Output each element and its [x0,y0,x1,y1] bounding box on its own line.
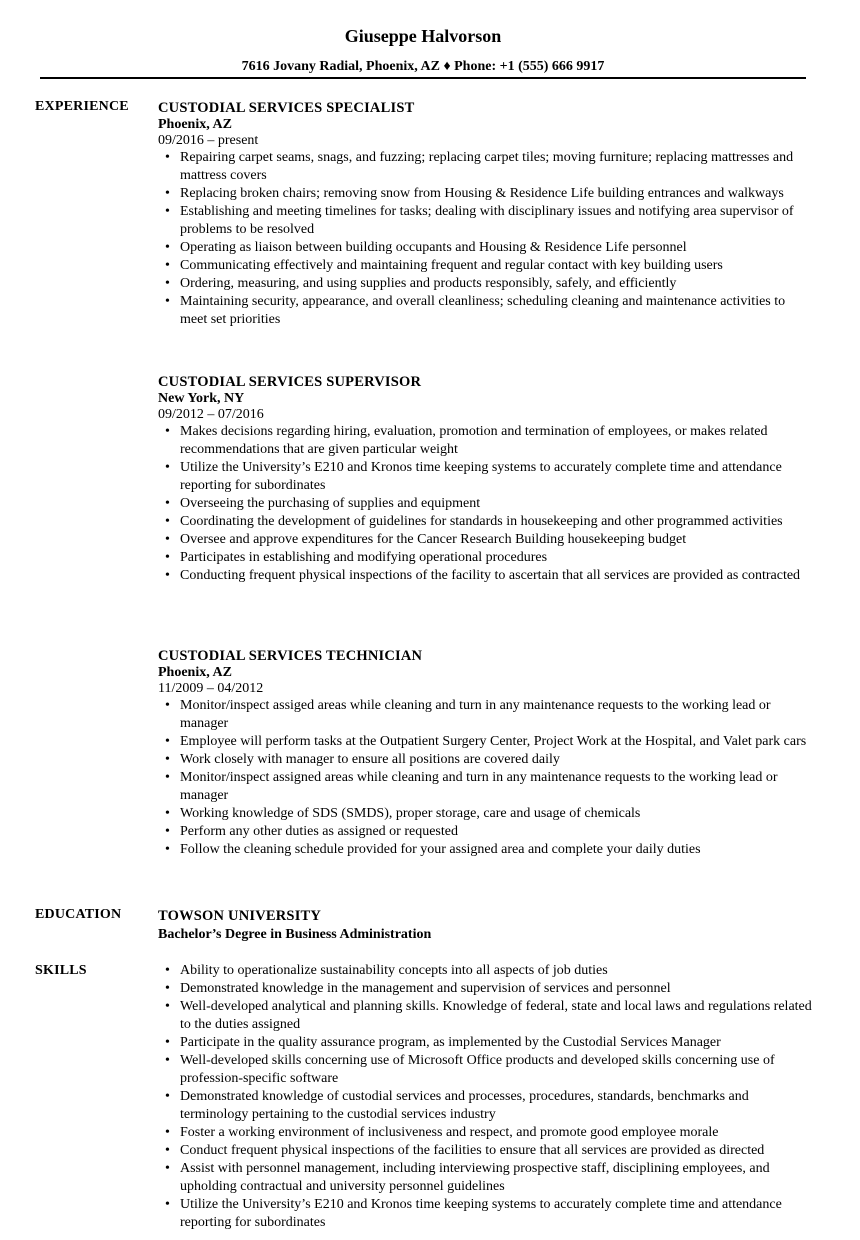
skill-text: Utilize the University’s E210 and Kronos time keeping systems to accurately complete time and attendance reporting for subordinates [180,1197,782,1230]
duty-text: Participates in establishing and modifying operational procedures [180,550,548,565]
skills-heading: SKILLS [35,963,87,978]
bullet-icon: • [165,424,170,439]
job-title: CUSTODIAL SERVICES TECHNICIAN [158,648,423,664]
skill-text: Assist with personnel management, including interviewing prospective staff, disciplining employees, and upholding contractual and university personnel guidelines [180,1161,770,1194]
list-item [158,293,813,329]
bullet-icon: • [165,550,170,565]
list-item [158,823,813,841]
bullet-icon: • [165,806,170,821]
bullet-icon: • [165,1053,170,1068]
job-dates: 11/2009 – 04/2012 [158,681,264,696]
bullet-icon: • [165,842,170,857]
bullet-icon: • [165,240,170,255]
list-item [158,423,813,459]
duty-text: Monitor/inspect assigned areas while cleaning and turn in any maintenance requests to the working lead or manager [180,770,778,803]
list-item [158,1088,813,1124]
header-divider [40,77,806,79]
bullet-icon: • [165,1143,170,1158]
list-item [158,275,813,293]
job-location: Phoenix, AZ [158,665,232,680]
list-item [158,697,813,733]
list-item [158,1052,813,1088]
bullet-icon: • [165,460,170,475]
bullet-icon: • [165,514,170,529]
duty-text: Employee will perform tasks at the Outpatient Surgery Center, Project Work at the Hospital, and Valet park cars [180,734,807,749]
list-item [158,1196,813,1232]
duty-text: Maintaining security, appearance, and overall cleanliness; scheduling cleaning and maintenance activities to meet set priorities [180,294,786,327]
duty-text: Establishing and meeting timelines for tasks; dealing with disciplinary issues and notifying area supervisor of problems to be resolved [180,204,794,237]
bullet-icon: • [165,1125,170,1140]
bullet-icon: • [165,963,170,978]
education-entry [158,907,813,945]
list-item [158,185,813,203]
list-item [158,149,813,185]
duty-text: Work closely with manager to ensure all positions are covered daily [180,752,560,767]
list-item [158,513,813,531]
list-item [158,495,813,513]
job-entry-specialist [158,99,813,329]
skill-text: Ability to operationalize sustainability concepts into all aspects of job duties [180,963,608,978]
contact-line: 7616 Jovany Radial, Phoenix, AZ ♦ Phone: +1 (555) 666 9917 [241,59,605,74]
bullet-icon: • [165,568,170,583]
job-location: New York, NY [158,391,245,406]
bullet-icon: • [165,204,170,219]
list-item [158,239,813,257]
duty-text: Makes decisions regarding hiring, evaluation, promotion and termination of employees, or makes related recommendations that are given particular weight [180,424,768,457]
degree-name: Bachelor’s Degree in Business Administration [158,927,432,942]
bullet-icon: • [165,186,170,201]
skills-entry [158,962,813,1232]
skills-list [158,962,813,1232]
bullet-icon: • [165,1161,170,1176]
skill-text: Foster a working environment of inclusiveness and respect, and promote good employee morale [180,1125,719,1140]
duty-text: Coordinating the development of guidelines for standards in housekeeping and other programmed activities [180,514,783,529]
bullet-icon: • [165,258,170,273]
duty-text: Working knowledge of SDS (SMDS), proper storage, care and usage of chemicals [180,806,641,821]
job-duties-list [158,423,813,585]
duty-text: Follow the cleaning schedule provided for your assigned area and complete your daily duties [180,842,701,857]
duty-text: Oversee and approve expenditures for the Cancer Research Building housekeeping budget [180,532,687,547]
duty-text: Utilize the University’s E210 and Kronos time keeping systems to accurately complete time and attendance reporting for subordinates [180,460,782,493]
list-item [158,203,813,239]
job-entry-technician [158,647,813,859]
list-item [158,1160,813,1196]
list-item [158,531,813,549]
duty-text: Perform any other duties as assigned or requested [180,824,458,839]
list-item [158,998,813,1034]
list-item [158,257,813,275]
list-item [158,549,813,567]
job-title: CUSTODIAL SERVICES SUPERVISOR [158,374,422,390]
skill-text: Conduct frequent physical inspections of the facilities to ensure that all services are provided as directed [180,1143,765,1158]
bullet-icon: • [165,532,170,547]
list-item [158,751,813,769]
bullet-icon: • [165,824,170,839]
job-dates: 09/2016 – present [158,133,259,148]
bullet-icon: • [165,294,170,309]
list-item [158,733,813,751]
job-duties-list [158,697,813,859]
bullet-icon: • [165,698,170,713]
list-item [158,567,813,585]
duty-text: Repairing carpet seams, snags, and fuzzing; replacing carpet tiles; moving furniture; replacing mattresses and mattress covers [180,150,794,183]
bullet-icon: • [165,1035,170,1050]
list-item [158,962,813,980]
skill-text: Demonstrated knowledge of custodial services and processes, procedures, standards, benchmarks and terminology pertaining to the custodial services industry [180,1089,749,1122]
job-dates: 09/2012 – 07/2016 [158,407,264,422]
skill-text: Demonstrated knowledge in the management and supervision of services and personnel [180,981,671,996]
job-entry-supervisor [158,373,813,585]
skill-text: Participate in the quality assurance program, as implemented by the Custodial Services Manager [180,1035,721,1050]
bullet-icon: • [165,496,170,511]
list-item [158,980,813,998]
duty-text: Operating as liaison between building occupants and Housing & Residence Life personnel [180,240,687,255]
education-heading: EDUCATION [35,907,122,922]
list-item [158,1142,813,1160]
bullet-icon: • [165,981,170,996]
job-location: Phoenix, AZ [158,117,232,132]
duty-text: Ordering, measuring, and using supplies and products responsibly, safely, and efficiently [180,276,677,291]
job-duties-list [158,149,813,329]
bullet-icon: • [165,150,170,165]
duty-text: Communicating effectively and maintaining frequent and regular contact with key building users [180,258,723,273]
skill-text: Well-developed analytical and planning skills. Knowledge of federal, state and local laws and regulations related to the duties assigned [180,999,812,1032]
duty-text: Replacing broken chairs; removing snow from Housing & Residence Life building entrances and walkways [180,186,784,201]
list-item [158,805,813,823]
bullet-icon: • [165,1197,170,1212]
bullet-icon: • [165,734,170,749]
list-item [158,1124,813,1142]
bullet-icon: • [165,1089,170,1104]
bullet-icon: • [165,770,170,785]
experience-heading: EXPERIENCE [35,99,129,114]
skill-text: Well-developed skills concerning use of Microsoft Office products and developed skills concerning use of profession-specific software [180,1053,775,1086]
list-item [158,841,813,859]
list-item [158,459,813,495]
candidate-name: Giuseppe Halvorson [344,26,502,46]
duty-text: Overseeing the purchasing of supplies and equipment [180,496,481,511]
bullet-icon: • [165,276,170,291]
duty-text: Monitor/inspect assiged areas while cleaning and turn in any maintenance requests to the working lead or manager [180,698,771,731]
school-name: TOWSON UNIVERSITY [158,908,322,924]
duty-text: Conducting frequent physical inspections of the facility to ascertain that all services are provided as contracted [180,568,801,583]
list-item [158,769,813,805]
bullet-icon: • [165,999,170,1014]
bullet-icon: • [165,752,170,767]
list-item [158,1034,813,1052]
job-title: CUSTODIAL SERVICES SPECIALIST [158,100,415,116]
